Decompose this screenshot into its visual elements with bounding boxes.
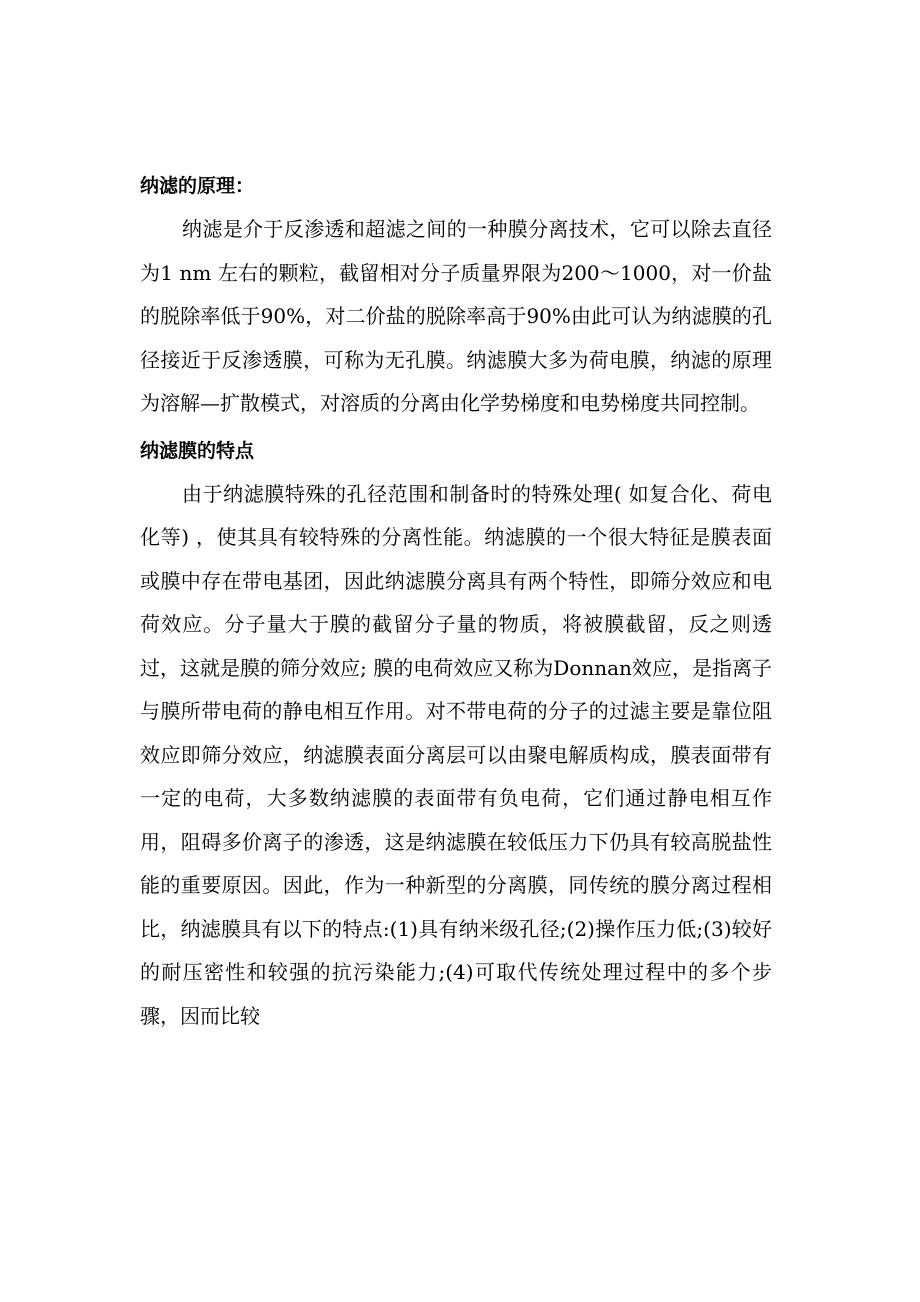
section-heading-principle: 纳滤的原理： <box>140 175 255 197</box>
paragraph-principle: 纳滤是介于反渗透和超滤之间的一种膜分离技术，它可以除去直径为1 nm 左右的颗粒，截留相对分子质量界限为200～1000，对一价盐的脱除率低于90%，对二价盐的脱除率高于90%由此可认为纳滤膜的孔径接近于反渗透膜，可称为无孔膜。纳滤膜大多为荷电膜，纳滤的原理为溶解—扩散模式，对溶质的分离由化学势梯度和电势梯度共同控制。 <box>140 217 772 415</box>
section-heading-features: 纳滤膜的特点 <box>140 439 255 462</box>
document-body <box>140 167 772 1038</box>
paragraph-features: 由于纳滤膜特殊的孔径范围和制备时的特殊处理( 如复合化、荷电化等) ，使其具有较特殊的分离性能。纳滤膜的一个很大特征是膜表面或膜中存在带电基团，因此纳滤膜分离具有两个特性，即筛分效应和电荷效应。分子量大于膜的截留分子量的物质，将被膜截留，反之则透过，这就是膜的筛分效应; 膜的电荷效应又称为Donnan效应，是指离子与膜所带电荷的静电相互作用。对不带电荷的分子的过滤主要是靠位阻效应即筛分效应，纳滤膜表面分离层可以由聚电解质构成，膜表面带有一定的电荷，大多数纳滤膜的表面带有负电荷，它们通过静电相互作用，阻碍多价离子的渗透，这是纳滤膜在较低压力下仍具有较高脱盐性能的重要原因。因此，作为一种新型的分离膜，同传统的膜分离过程相比，纳滤膜具有以下的特点:(1)具有纳米级孔径;(2)操作压力低;(3)较好的耐压密性和较强的抗污染能力;(4)可取代传统处理过程中的多个步骤，因而比较 <box>140 481 772 1028</box>
